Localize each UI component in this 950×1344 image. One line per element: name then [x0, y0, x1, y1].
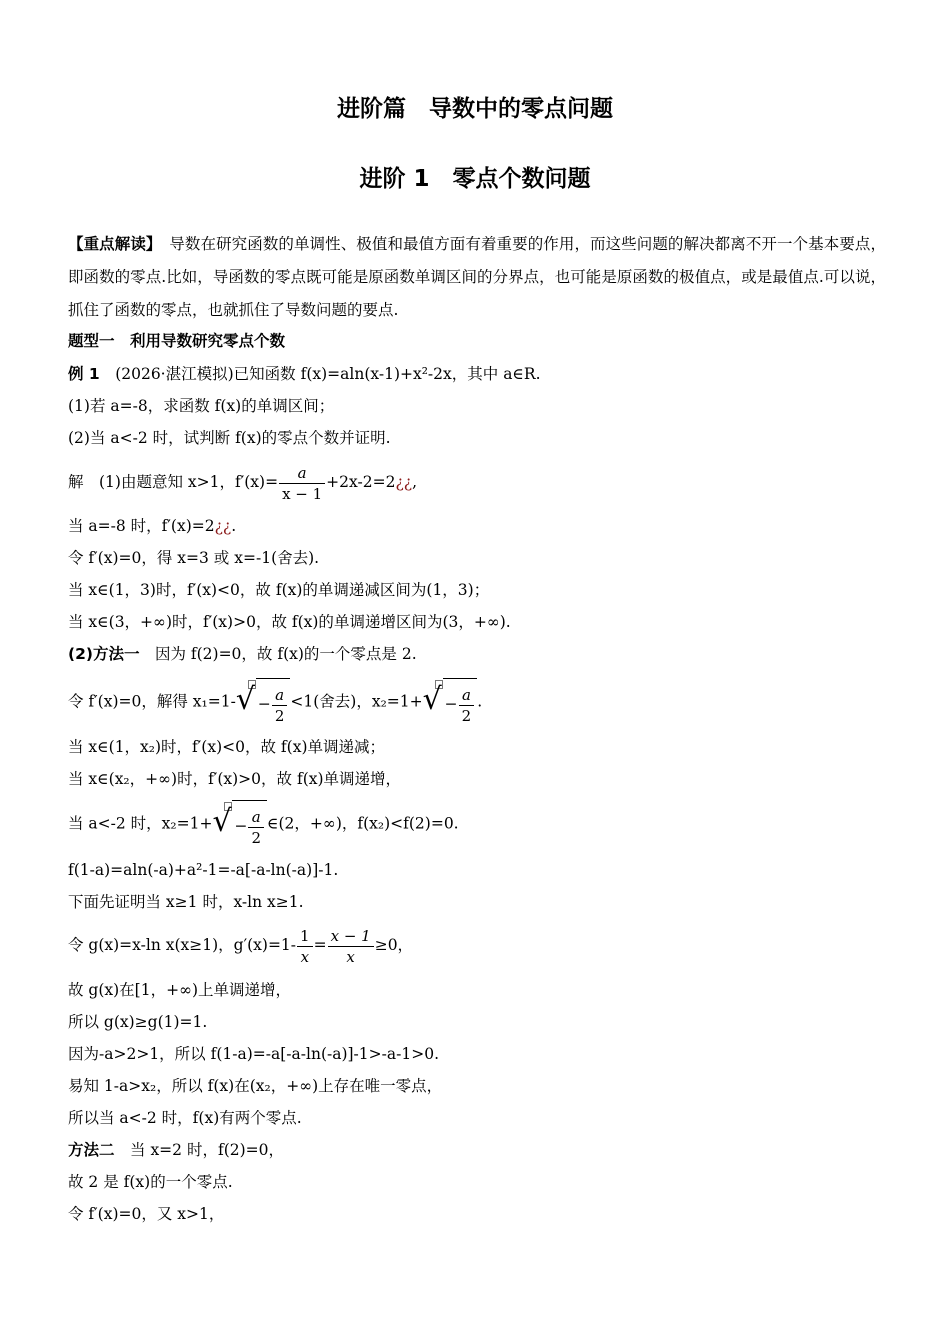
solution-text: ≥0，: [374, 936, 414, 954]
solution-text: =: [313, 936, 327, 954]
method-label: (2)方法一: [68, 645, 140, 663]
solution-text: .: [477, 692, 483, 711]
solution-text: 因为 f(2)=0，故 f(x)的一个零点是 2.: [139, 645, 417, 663]
square-root: √ − $\frac{a}{2}$: [423, 678, 478, 727]
main-title: 进阶篇 导数中的零点问题: [337, 96, 613, 122]
solution-line-19: [68, 1140, 284, 1160]
solution-text: ,: [412, 473, 417, 491]
square-root: √ − $\frac{a}{2}$: [212, 800, 267, 849]
solution-line-17: 易知 1-a>x₂，所以 f(x)在(x₂，+∞)上存在唯一零点，: [68, 1077, 443, 1095]
solution-line-6: [68, 644, 417, 664]
solution-line-7: [68, 678, 482, 727]
solution-text: 当 x=2 时，f(2)=0，: [114, 1141, 285, 1159]
intro-label: 【重点解读】: [68, 235, 154, 253]
fraction: $\frac{a}{2}$: [248, 807, 264, 848]
fraction: $\frac{1}{x}$: [297, 926, 313, 967]
fraction: $\frac{a}{2}$: [272, 685, 288, 726]
solution-line-9: 当 x∈(x₂，+∞)时，f′(x)>0，故 f(x)单调递增，: [68, 770, 402, 788]
solution-line-3: 令 f′(x)=0，得 x=3 或 x=-1(舍去).: [68, 549, 320, 567]
intro-text: 导数在研究函数的单调性、极值和最值方面有着重要的作用，而这些问题的解决都离不开一个基本要点，即函数的零点.比如，导函数的零点既可能是原函数单调区间的分界点，也可能是原函数的极值点，或是最值点.可以说，抓住了函数的零点，也就抓住了导数问题的要点.: [68, 235, 886, 319]
solution-line-20: 故 2 是 f(x)的一个零点.: [68, 1173, 233, 1191]
solution-line-12: 下面先证明当 x≥1 时，x-ln x≥1.: [68, 893, 304, 911]
sub-title: 进阶 1 零点个数问题: [359, 166, 591, 192]
solution-line-14: 故 g(x)在[1，+∞)上单调递增，: [68, 981, 292, 999]
example-stem: [68, 364, 541, 384]
solution-text: <1(舍去)，x₂=1+: [290, 692, 423, 711]
solution-line-5: 当 x∈(3，+∞)时，f′(x)>0，故 f(x)的单调递增区间为(3，+∞).: [68, 613, 511, 631]
garbled-glyphs: ¿¿: [214, 517, 232, 535]
section-heading: 题型一 利用导数研究零点个数: [68, 332, 286, 350]
solution-text: +2x-2=2: [326, 473, 396, 491]
fraction-numerator: a: [279, 463, 325, 484]
solution-line-2: [68, 516, 236, 536]
solution-line-21: 令 f′(x)=0，又 x>1，: [68, 1205, 225, 1223]
solution-line-8: 当 x∈(1，x₂)时，f′(x)<0，故 f(x)单调递减；: [68, 738, 385, 756]
intro-paragraph: [68, 228, 886, 327]
example-stem-text: (2026·湛江模拟)已知函数 f(x)=aln(x-1)+x²-2x，其中 a∈R.: [99, 365, 541, 383]
fraction: $\frac{a}{2}$: [459, 685, 475, 726]
solution-line-16: 因为-a>2>1，所以 f(1-a)=-a[-a-ln(-a)]-1>-a-1>0.: [68, 1045, 440, 1063]
fraction: [279, 463, 325, 504]
fraction: $\frac{x - 1}{x}$: [328, 926, 374, 967]
solution-line-10: [68, 800, 459, 849]
solution-line-18: 所以当 a<-2 时，f(x)有两个零点.: [68, 1109, 302, 1127]
question-2: (2)当 a<-2 时，试判断 f(x)的零点个数并证明.: [68, 429, 391, 447]
solution-text: 解 (1)由题意知 x>1，f′(x)=: [68, 473, 279, 491]
solution-line-13: [68, 922, 413, 968]
fraction-denominator: x − 1: [282, 484, 323, 503]
solution-text: 令 g(x)=x-ln x(x≥1)，g′(x)=1-: [68, 936, 297, 954]
garbled-glyphs: ¿¿: [395, 473, 413, 491]
solution-text: ∈(2，+∞)，f(x₂)<f(2)=0.: [267, 814, 459, 833]
solution-text: .: [231, 517, 237, 535]
solution-line-4: 当 x∈(1，3)时，f′(x)<0，故 f(x)的单调递减区间为(1，3)；: [68, 581, 490, 599]
solution-text: 令 f′(x)=0，解得 x₁=1-: [68, 692, 236, 711]
square-root: √ − $\frac{a}{2}$: [236, 678, 291, 727]
method-label: 方法二: [68, 1141, 115, 1159]
question-1: (1)若 a=-8，求函数 f(x)的单调区间；: [68, 397, 335, 415]
solution-text: 当 a=-8 时，f′(x)=2: [68, 517, 215, 535]
solution-line-11: f(1-a)=aln(-a)+a²-1=-a[-a-ln(-a)]-1.: [68, 861, 339, 879]
solution-line-1: [68, 460, 417, 504]
solution-line-15: 所以 g(x)≥g(1)=1.: [68, 1013, 208, 1031]
solution-text: 当 a<-2 时，x₂=1+: [68, 814, 213, 833]
example-label: 例 1: [68, 365, 100, 383]
